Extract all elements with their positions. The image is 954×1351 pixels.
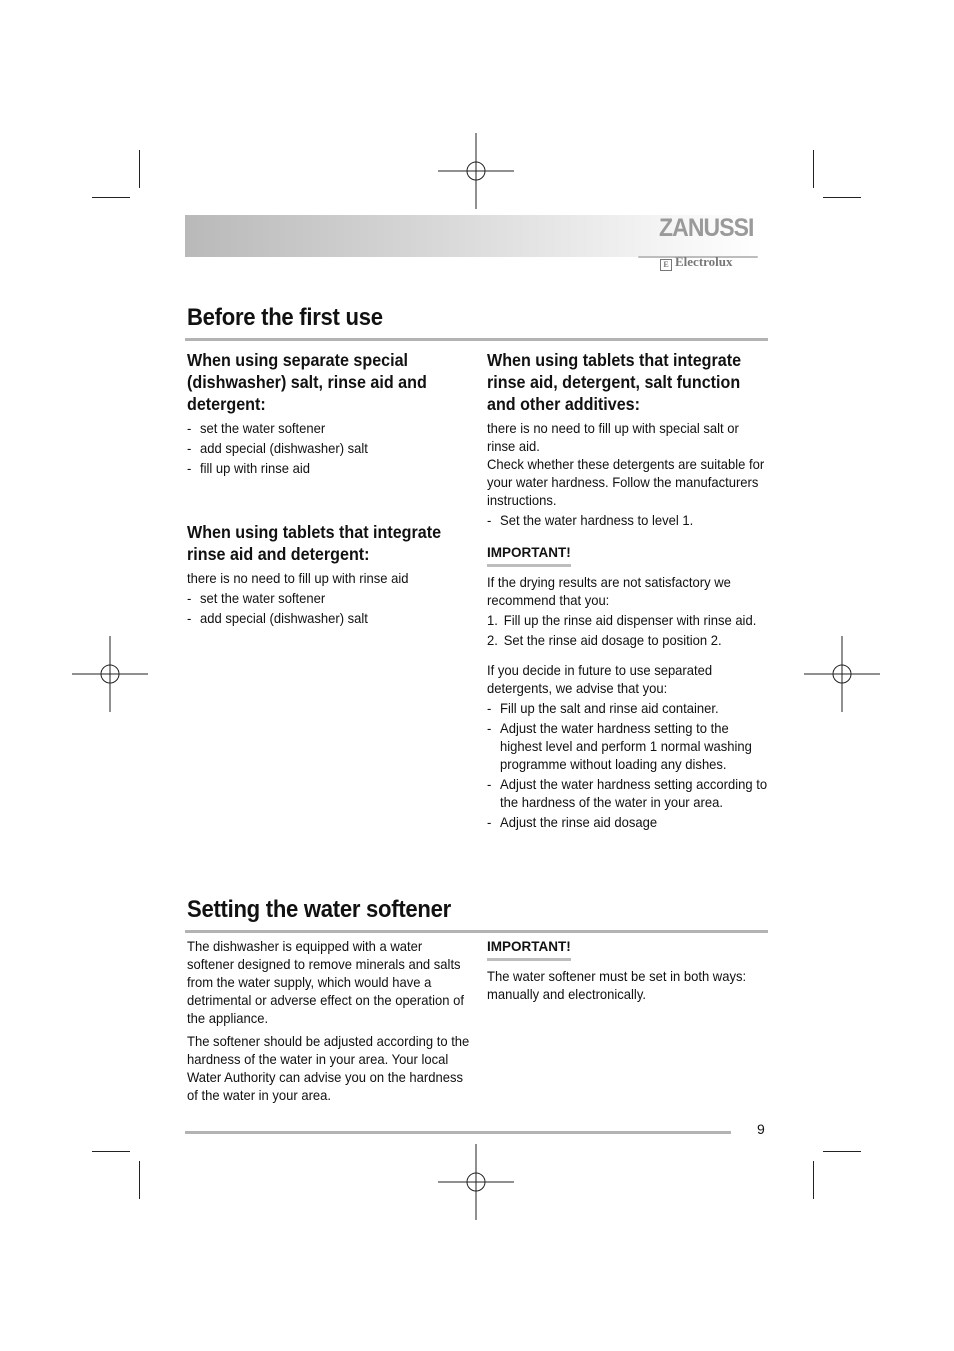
list-future xyxy=(487,699,771,831)
list-water-hardness xyxy=(487,511,771,529)
registration-mark-icon xyxy=(72,636,148,712)
left-column-block2 xyxy=(187,521,472,629)
subheading-separate-salt: When using separate special (dishwasher) salt, rinse aid and detergent: xyxy=(187,350,427,414)
right-column xyxy=(487,349,772,833)
electrolux-logo-icon: E xyxy=(660,259,672,271)
list-item: - Fill up the salt and rinse aid container. xyxy=(487,699,771,717)
registration-mark-icon xyxy=(438,133,514,209)
paragraph: If the drying results are not satisfactory we recommend that you: xyxy=(487,574,731,608)
electrolux-logo xyxy=(660,254,733,271)
important-body xyxy=(487,573,771,831)
step-text: Fill up the rinse aid dispenser with rinse aid. xyxy=(503,612,757,628)
crop-mark xyxy=(823,197,861,198)
step-item xyxy=(487,631,771,649)
intro-text: there is no need to fill up with rinse aid xyxy=(187,570,409,586)
section-title-water-softener: Setting the water softener xyxy=(187,896,451,923)
left-column xyxy=(187,349,472,479)
footer-rule xyxy=(185,1131,731,1134)
paragraph: The softener should be adjusted according to the hardness of the water in your area. Your local Water Authority can advise you on the hardness of the water in your area. xyxy=(187,1033,470,1103)
crop-mark xyxy=(139,150,140,188)
paragraph: The dishwasher is equipped with a water softener designed to remove minerals and salts from the water supply, which would have a detrimental or adverse effect on the operation of the appliance. xyxy=(187,938,464,1026)
paragraph: Check whether these detergents are suitable for your water hardness. Follow the manufacturers instructions. xyxy=(487,456,765,508)
crop-mark xyxy=(813,1161,814,1199)
important-label: IMPORTANT! xyxy=(487,544,571,567)
list-item: - Adjust the water hardness setting according to the hardness of the water in your area. xyxy=(487,775,771,811)
paragraph: If you decide in future to use separated detergents, we advise that you: xyxy=(487,662,713,696)
list-item: - add special (dishwasher) salt xyxy=(187,609,471,627)
crop-mark xyxy=(92,1151,130,1152)
list-item: - set the water softener xyxy=(187,589,471,607)
list-item: - set the water softener xyxy=(187,419,471,437)
list-item: - add special (dishwasher) salt xyxy=(187,439,471,457)
crop-mark xyxy=(813,150,814,188)
list-separate-salt xyxy=(187,419,471,477)
step-number: 1. xyxy=(487,612,498,628)
list-tablets xyxy=(187,589,471,627)
steps-list xyxy=(487,611,771,649)
softener-right-column xyxy=(487,937,772,1003)
section-rule xyxy=(185,338,768,341)
registration-mark-icon xyxy=(438,1144,514,1220)
registration-mark-icon xyxy=(804,636,880,712)
list-item: - fill up with rinse aid xyxy=(187,459,471,477)
crop-mark xyxy=(823,1151,861,1152)
zanussi-logo: ZANUSSI xyxy=(659,214,754,242)
subheading-tablets-additives: When using tablets that integrate rinse aid, detergent, salt function and other additives: xyxy=(487,350,742,414)
right-text xyxy=(487,419,771,529)
important-label: IMPORTANT! xyxy=(487,938,571,961)
list-item: - Adjust the water hardness setting to the highest level and perform 1 normal washing programme without loading any dishes. xyxy=(487,719,771,773)
step-number: 2. xyxy=(487,632,498,648)
crop-mark xyxy=(139,1161,140,1199)
electrolux-logo-text: Electrolux xyxy=(675,254,733,269)
section-title-before-first-use: Before the first use xyxy=(187,304,383,331)
subheading-tablets-rinse-detergent: When using tablets that integrate rinse aid and detergent: xyxy=(187,522,442,564)
softener-left-column xyxy=(187,937,472,1104)
paragraph: there is no need to fill up with special salt or rinse aid. xyxy=(487,420,739,454)
section-rule xyxy=(185,930,768,933)
list-item: - Set the water hardness to level 1. xyxy=(487,511,771,529)
crop-mark xyxy=(92,197,130,198)
paragraph: The water softener must be set in both ways: manually and electronically. xyxy=(487,968,747,1002)
page-number: 9 xyxy=(757,1121,765,1137)
list-item: - Adjust the rinse aid dosage xyxy=(487,813,771,831)
step-text: Set the rinse aid dosage to position 2. xyxy=(503,632,722,648)
step-item xyxy=(487,611,771,629)
